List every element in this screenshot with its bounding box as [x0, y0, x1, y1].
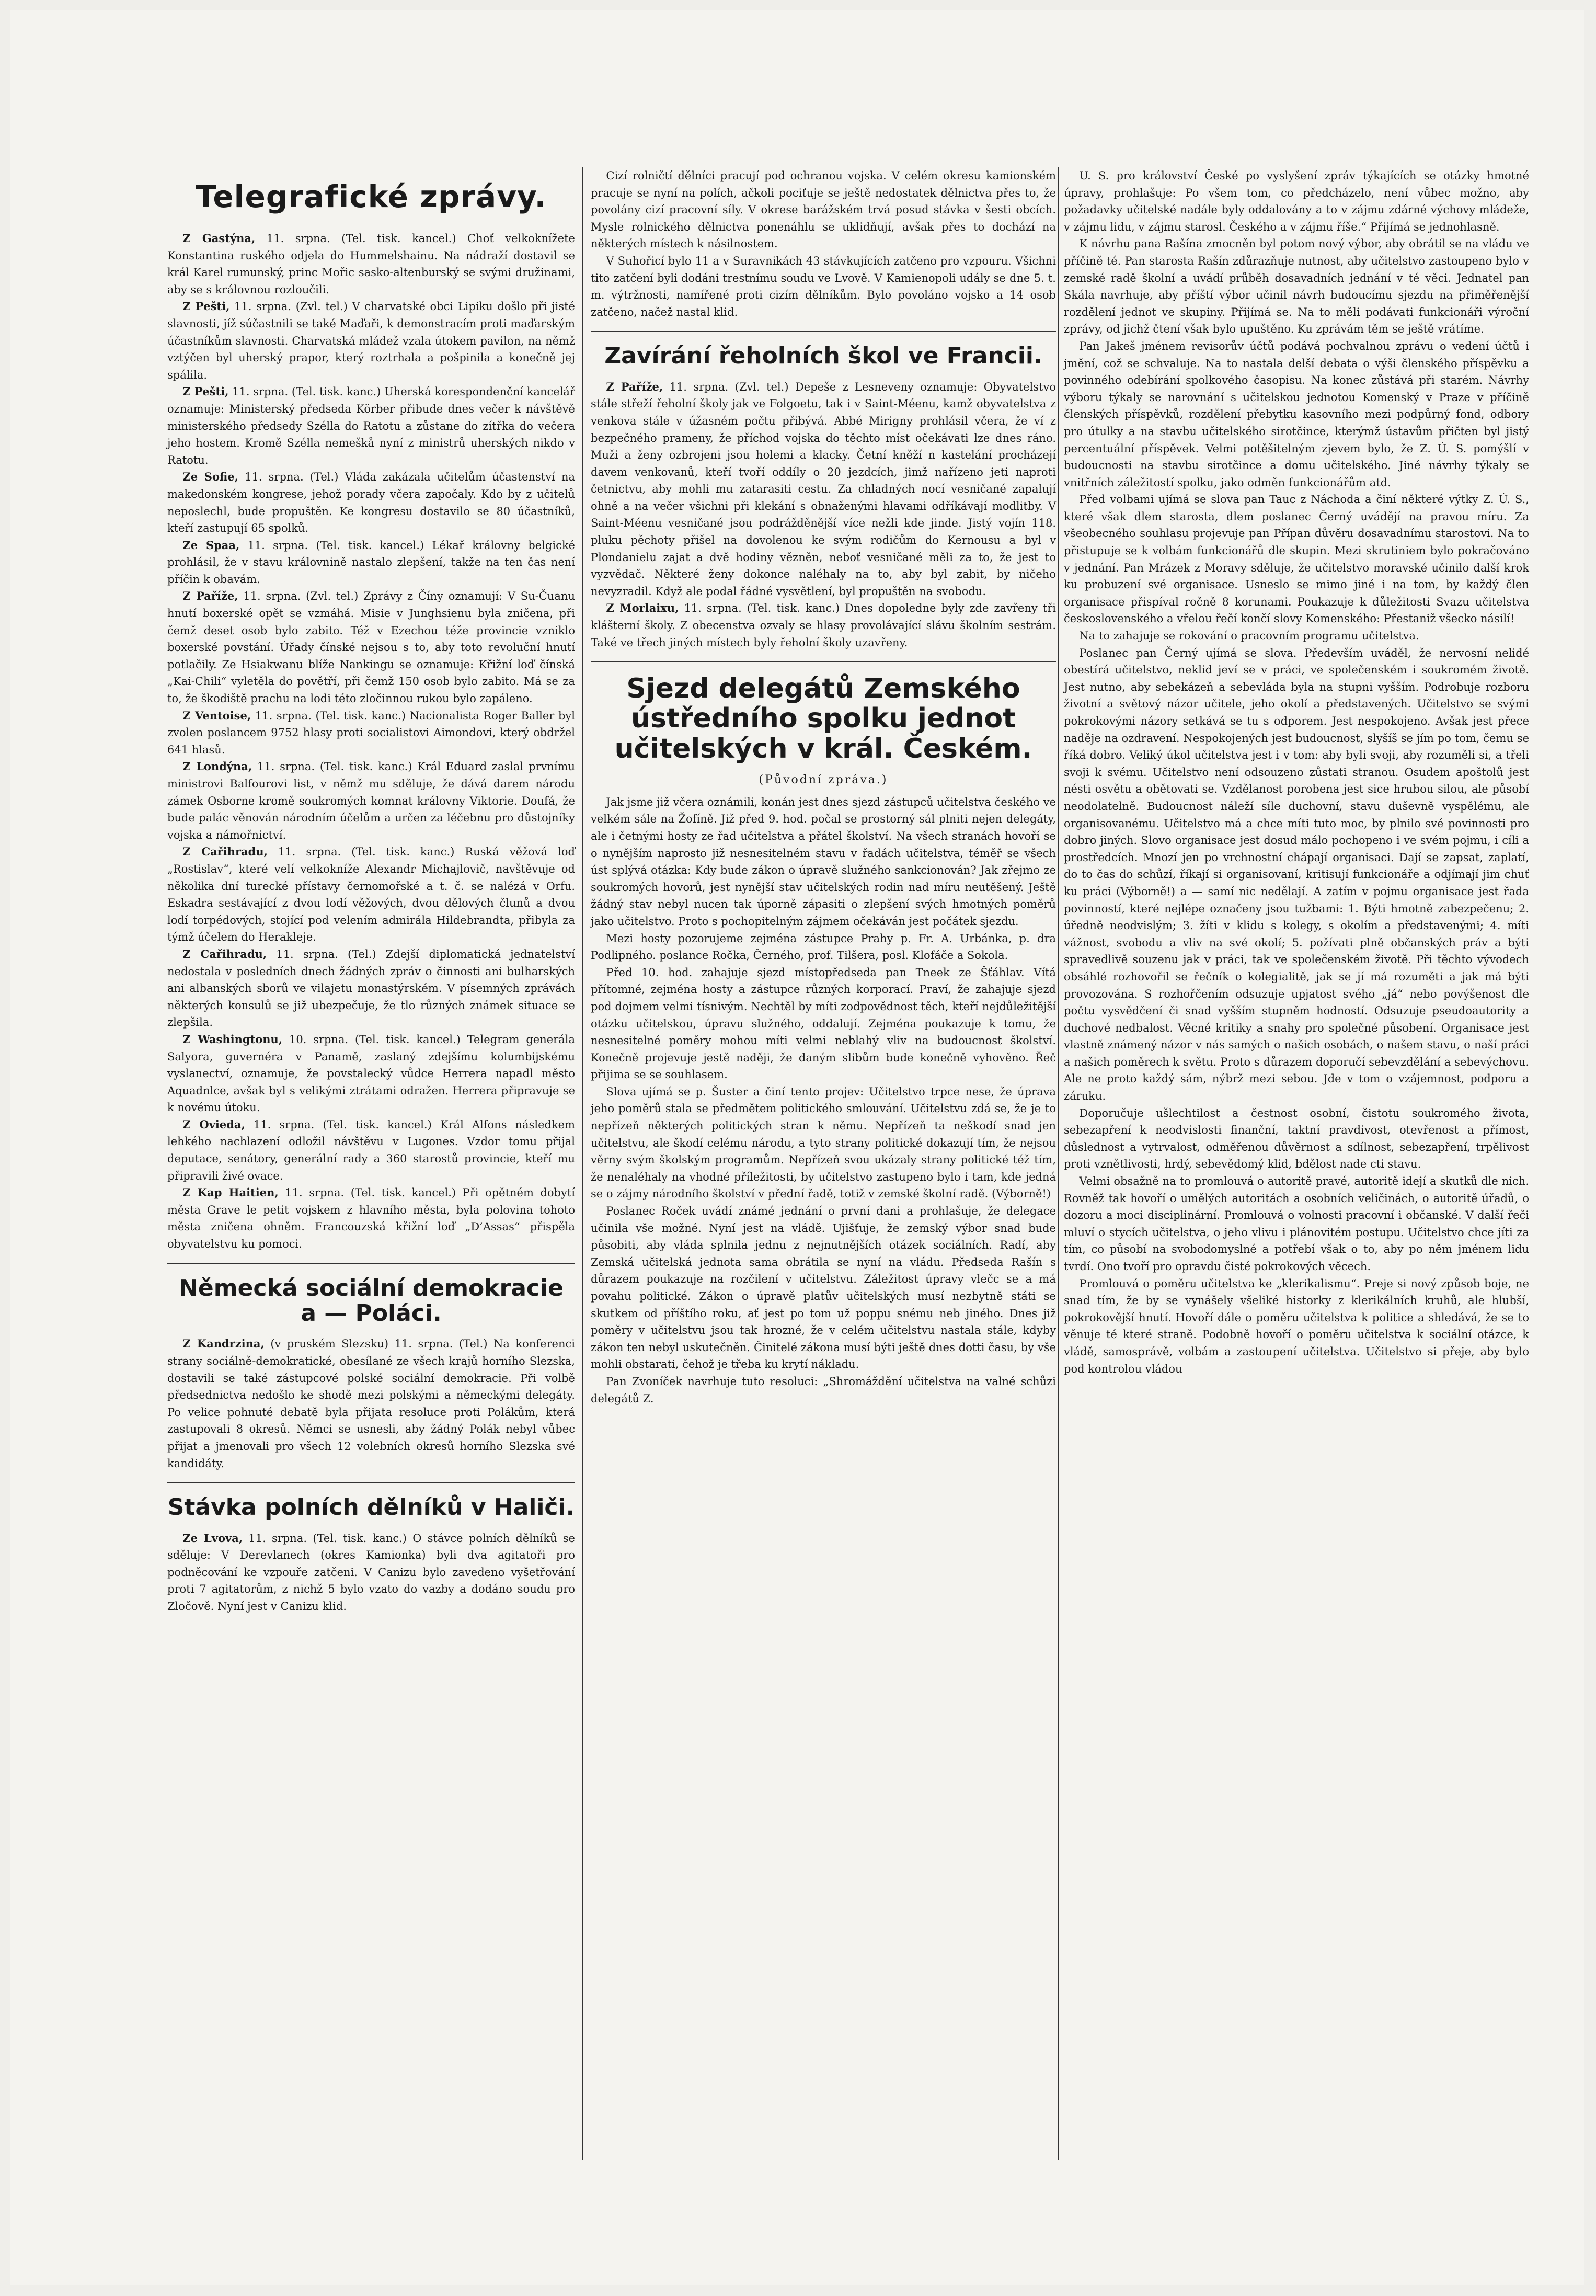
paragraph	[167, 1116, 575, 1184]
paragraph	[1064, 235, 1529, 338]
dateline: Ze Sofie,	[182, 470, 238, 484]
dateline: Z Paříže,	[182, 589, 238, 603]
article-heading: Stávka polních dělníků v Haliči.	[167, 1494, 575, 1521]
paragraph	[591, 167, 1056, 253]
paragraph	[591, 253, 1056, 321]
article-heading: Zavírání řeholních škol ve Francii.	[604, 342, 1042, 370]
paragraph	[167, 1530, 575, 1615]
article-body	[1064, 167, 1529, 1377]
paragraph-text: 11. srpna. (Tel. tisk. kanc.) Král Eduard zaslal prvnímu ministrovi Balfourovi list, v němž mu sděluje, že dává darem národu zámek Osborne kromě soukromých komnat královny Viktorie. Doufá, že bude palác věnován národním účelům a určen za léčebnu pro důstojníky vojska a námořnictví.	[167, 760, 575, 841]
paragraph-text: Poslanec Roček uvádí známé jednání o první dani a prohlašuje, že delegace učinila vše možné. Nyní jest na vládě. Ujišťuje, že zemský výbor snad bude působiti, aby vláda splnila jednu z nejnutnějších otázek sociálních. Radí, aby Zemská učitelská jednota sama obrátila se nyní na vládu. Předseda Rašín s důrazem poukazuje na rozčilení v učitelstvu. Záležitost úpravy vlečc se a má povahu politické. Zákon o úpravě platův učitelských musí nezbytně státi se skutkem od příštího roku, ať jest po tom už poppu snému neb jiného. Dnes již poměry v učitelstvu jsou tak hrozné, že v celém učitelstvu nastala stále, kdyby zákon ten nebyl uskutečněn. Činitelé zákona musí býti ještě dnes dotti času, by vše mohli obstarati, čehož je třeba ku krytí nákladu.	[591, 1205, 1056, 1371]
dateline: Z Ventoise,	[182, 709, 251, 722]
paragraph	[591, 930, 1056, 964]
paragraph	[167, 843, 575, 946]
paragraph-text: K návrhu pana Rašína zmocněn byl potom nový výbor, aby obrátil se na vládu ve příčině té. Pan starosta Rašín zdůrazňuje nutnost, aby učitelstvo zastoupeno bylo v zemské radě školní a uvádí průběh dosavadních jednání v té věci. Jednatel pan Skála navrhuje, aby příští výbor učinil návrh budoucímu sjezdu na přiměřenější rozdělení jednot ve skupiny. Přijímá se. Na to měli podávati funkcionáři výroční zprávy, od jichž čtení však bylo upuštěno. Ku zprávám těm se ještě vrátíme.	[1064, 237, 1529, 336]
paragraph	[167, 946, 575, 1031]
dateline: Z Pešti,	[182, 300, 230, 313]
separator	[591, 661, 1056, 662]
paragraph	[1064, 645, 1529, 1105]
paragraph-text: 11. srpna. (Tel. tisk. kanc.) Ruská věžová loď „Rostislav“, které velí velkokníže Alexandr Michajlovič, navštěvuje od několika dní turecké přístavy černomořské a t. č. se nalézá v Orfu. Eskadra sestávající z dvou lodí věžových, dvou dělových člunů a dvou lodí torpédových, stojící pod velením admirála Hildebrandta, přibyla za týmž účelem do Herakleje.	[167, 846, 575, 944]
paragraph	[167, 758, 575, 843]
paragraph-text: 11. srpna. (Tel.) Vláda zakázala učitelům účastenství na makedonském kongrese, jehož porady včera započaly. Kdo by z učitelů neposlechl, bude propuštěn. Ke kongresu dostavilo se 80 účastníků, kteří zastupují 65 spolků.	[167, 471, 575, 535]
dateline: Ze Spaa,	[182, 538, 240, 552]
paragraph-text: Slova ujímá se p. Šuster a činí tento projev: Učitelstvo trpce nese, že úprava jeho poměrů stala se předmětem politického smlouvání. Učitelstvu zdá se, že je to nepřízeň některých politických stran k němu. Nepřízeň ta neškodí snad jen učitelstvu, ale škodí celému národu, a tyto strany politické dokazují tím, že nejsou věrny svým školským programům. Nepřízeň svou ukázaly strany politické též tím, že nenaléhaly na vhodné příležitosti, by učitelstvo zastupeno bylo i tam, kde jedná se o zájmy národního školství v přední řadě, totiž v zemské školní radě. (Výborně!)	[591, 1085, 1056, 1201]
paragraph-text: V Suhořicí bylo 11 a v Suravnikách 43 stávkujících zatčeno pro vzpouru. Všichni tito zatčení byli dodáni trestnímu soudu ve Lvově. V Kamienopoli udály se dne 5. t. m. výtržnosti, namířené proti cizím dělníkům. Bylo povoláno vojsko a 14 osob zatčeno, načež nastal klid.	[591, 254, 1056, 318]
dateline: Z Ovieda,	[182, 1117, 245, 1131]
section-title: Telegrafické zprávy.	[196, 179, 547, 214]
paragraph	[1064, 1105, 1529, 1173]
dateline: Ze Lvova,	[182, 1531, 243, 1545]
dateline: Z Kap Haitien,	[182, 1186, 279, 1200]
newspaper-page	[10, 10, 1584, 2285]
article-body	[167, 1335, 575, 1472]
paragraph-text: U. S. pro království České po vyslyšení zpráv týkajících se otázky hmotné úpravy, prohlašuje: Po všem tom, co předcházelo, není vůbec možno, aby požadavky učitelské nadále byly oddalovány a to v zájmu zdárné výchovy mládeže, v zájmu lidu, v zájmu starosl. Českého a v zájmu říše.“ Přijímá se jednohlasně.	[1064, 169, 1529, 233]
paragraph-text: 11. srpna. (Zvl. tel.) Zprávy z Číny oznamují: V Su-Čuanu hnutí boxerské opět se vzmáhá. Misie v Junghsienu byla zničena, při čemž deset osob bylo zabito. Též v Ezechou téže provincie vzniklo boxerské povstání. Úřady čínské nejsou s to, aby toto revoluční hnutí potlačily. Ze Hsiakwanu blíže Nankingu se oznamuje: Křižní loď čínská „Kai-Chili“ vyletěla do povětří, při čemž 150 osob bylo zabito. Má se za to, že škodiště prachu na lodi této zločinnou rukou bylo zapáleno.	[167, 590, 575, 705]
paragraph-text: 10. srpna. (Tel. tisk. kancel.) Telegram generála Salyora, guvernéra v Panamě, zaslaný zdejšímu kolumbijskému vyslanectví, oznamuje, že povstalecký vůdce Herrera napadl město Aquadnlce, avšak byl s velikými ztrátami odražen. Herrera připravuje se k novému útoku.	[167, 1033, 575, 1114]
paragraph	[167, 298, 575, 383]
article-heading: Sjezd delegátů Zemského ústředního spolku jednot učitelských v král. Českém.	[614, 673, 1032, 764]
paragraph-text: Promlouvá o poměru učitelstva ke „klerikalismu“. Preje si nový způsob boje, ne snad tím, že by se vynášely všeliké historky z klerikálních kruhů, ale hlubší, pokrokovější hnutí. Hovoří dále o poměru učitelstva k politice a shledává, že se to věnuje té které straně. Podobně hovoří o poměru učitelstva k sociální otázce, k vládě, samosprávě, volbám a zastoupení učitelstva. Učitelstvo si přeje, aby bylo pod kontrolou vládou	[1064, 1277, 1529, 1375]
paragraph	[167, 383, 575, 469]
column-3	[1064, 167, 1529, 1377]
column-divider	[1058, 167, 1059, 2160]
paragraph-text: 11. srpna. (Tel. tisk. kancel.) Při opětném dobytí města Grave le petit vojskem z hlavního města, byla polovina tohoto města zničena ohněm. Francouzská křižní loď „D’Assas“ přispěla obyvatelstvu ku pomoci.	[167, 1186, 575, 1251]
paragraph	[591, 964, 1056, 1083]
column-2	[591, 167, 1056, 1407]
paragraph	[167, 588, 575, 707]
paragraph	[167, 1335, 575, 1472]
article-heading: Německá sociální demokracie a — Poláci.	[179, 1274, 564, 1327]
paragraph-text: Doporučuje ušlechtilost a čestnost osobní, čistotu soukromého života, sebezapření k neodvislosti finanční, taktní pravdivost, otevřenost a přímost, důslednost a vytrvalost, odměřenou důvěrnost a sdílnost, sebezapření, trpělivost proti vznětlivosti, hrdý, sebevědomý klid, bdělost nade cti stavu.	[1064, 1106, 1529, 1171]
paragraph-text: (v pruském Slezsku) 11. srpna. (Tel.) Na konferenci strany sociálně-demokratické, obesílané ze všech krajů horního Slezska, dostavili se také zástupcové polské sociální demokracie. Při volbě předsednictva nedošlo ke shodě mezi polskými a německými delegáty. Po velice pohnuté debatě byla přijata resoluce proti Polákům, která zastupovali 8 okresů. Němci se usnesli, aby žádný Polák nebyl vůbec přijat a jmenovali pro všech 12 volebních okresů horního Slezska své kandidáty.	[167, 1338, 575, 1470]
separator	[591, 331, 1056, 332]
dateline: Z Washingtonu,	[182, 1032, 283, 1046]
dateline: Z Paříže,	[606, 380, 663, 393]
article-body	[591, 167, 1056, 321]
paragraph	[591, 600, 1056, 651]
dateline: Z Morlaixu,	[606, 601, 679, 615]
paragraph	[591, 1083, 1056, 1203]
paragraph-text: Na to zahajuje se rokování o pracovním programu učitelstva.	[1079, 630, 1419, 643]
paragraph-text: 11. srpna. (Tel. tisk. kanc.) Nacionalista Roger Baller byl zvolen poslancem 9752 hlasy proti socialistovi Aimondovi, který obdržel 641 hlasů.	[167, 709, 575, 756]
article-body	[591, 379, 1056, 652]
paragraph-text: Poslanec pan Černý ujímá se slova. Především uváděl, že nervosní nelidé obestírá učitelstvo, neklid jeví se v práci, ve společenském i soukromém životě. Jest nutno, aby sebekázeň a sebevláda byla na stupni vyšším. Podrobuje rozboru životní a světový názor učitele, jeho okolí a představených. Učitelstvo se svými pokrokovými názory setkává se tu s odporem. Jest nespokojeno. Avšak jest přece naděje na ozdravení. Nespokojených jest budoucnost, slyšíš se jím po tom, čemu se říká dobro. Veliký úkol učitelstva jest i v tom: aby byli svoji, aby rozuměli si, a třeli svoji k svému. Učitelstvo není odsouzeno zůstati stranou. Osudem apoštolů jest nésti osvětu a obětovati se. Vzdělanost porobena jest sice hrubou silou, ale působí neodolatelně. Budoucnost náleží síle duchovní, stavu duševně vyspělému, ale organisovanému. Učitelstvo má a chce míti tuto moc, by plnilo své povinnosti pro dobro jiných. Slovo organisace jest dosud málo pochopeno i ve svém pojmu, i cíli a prostředcích. Mnozí jen po vrchnostní chápají organisaci. Dají se zapsat, zaplatí, do to čas do schůzí, říkají si organisovaní, kritisují funkcionáře a odjímají jim chuť ku práci (Výborně!) a — samí nic nedělají. A zatím v pojmu organisace jest řada povinností, které nejlépe označeny jsou tužbami: 1. Býti hmotně zabezpečenu; 2. úředně neodvislým; 3. žíti v klidu s kolegy, s okolím a představenými; 4. míti vážnost, svobodu a vliv na své okolí; 5. požívati plně občanských práv a býti spravedlivě souzenu jak v práci, tak ve společenském životě. Při těchto vývodech obsáhlé rozhovořil se řečník o kolegialitě, jak se jí má rozuměti a jak má býti provozována. S rozhořčením odsuzuje upjatost svého „já“ nebo povýšenost dle počtu vysvědčení či snad vyšším stupněm hodností. Odsuzuje pseudoautority a duchové nedbalost. Věcné kritiky a snahy pro společné působení. Organisace jest vlastně známený názor v nás samých o našich osobách, o našem stavu, o naší práci a našich poměrech k světu. Proto s důrazem doporučí sebevzdělání a sebevýchovu. Ale ne proto každý sám, nýbrž mezi sebou. Jde v tom o vzájemnost, podporu a záruku.	[1064, 646, 1529, 1103]
paragraph	[167, 1031, 575, 1116]
paragraph	[167, 707, 575, 759]
paragraph-text: Pan Zvoníček navrhuje tuto resoluci: „Shromáždění učitelstva na valné schůzi delegátů Z.	[591, 1375, 1056, 1405]
paragraph	[1064, 491, 1529, 627]
column-divider	[582, 167, 583, 2160]
paragraph-text: Cizí rolničtí dělníci pracují pod ochranou vojska. V celém okresu kamionském pracuje se nyní na polích, ačkoli pociťuje se ještě nedostatek dělnictva přes to, že povolány cizí pracovní síly. V okrese barážském trvá posud stávka v šesti obcích. Mysle rolnického dělnictva ponenáhlu se uklidňují, avšak přes to dochází na některých místech k násilnostem.	[591, 169, 1056, 250]
paragraph	[1064, 1173, 1529, 1275]
paragraph-text: 11. srpna. (Tel. tisk. kanc.) Dnes dopoledne byly zde zavřeny tři klášterní školy. Z obecenstva ozvaly se hlasy provolávající slávu školním sestrám. Také ve třech jiných místech byly řeholní školy uzavřeny.	[591, 602, 1056, 649]
article-body	[591, 794, 1056, 1407]
paragraph	[591, 1373, 1056, 1407]
column-1	[167, 167, 575, 1615]
dateline: Z Cařihradu,	[182, 845, 268, 859]
dateline: Z Kandrzina,	[182, 1337, 265, 1351]
paragraph-text: Před volbami ujímá se slova pan Tauc z Náchoda a činí některé výtky Z. Ú. S., které však dlem starosta, dlem poslanec Černý uvádějí na pravou míru. Za všeobecného souhlasu projevuje pan Přípan důvěru dosavadnímu starostovi. Na to přistupuje se k volbám funkcionářů dle skupin. Mezi skrutiniem bylo pokračováno v jednání. Pan Mrázek z Moravy sděluje, že učitelstvo moravské učinilo další krok ku probuzení své organisace. Usneslo se mimo jiné i na tom, by každý člen organisace přispíval ročně 8 korunami. Poukazuje k důležitosti Svazu učitelstva československého a vřelou řečí končí slovy Komenského: Přestaniž všecko násilí!	[1064, 493, 1529, 625]
paragraph-text: 11. srpna. (Tel. tisk. kancel.) Král Alfons následkem lehkého nachlazení odložil návštěvu v Lugones. Vzdor tomu přijal deputace, senátory, generální rady a 360 starostů provincie, kteří mu připravili živé ovace.	[167, 1118, 575, 1182]
paragraph	[1064, 338, 1529, 491]
paragraph-text: Jak jsme již včera oznámili, konán jest dnes sjezd zástupců učitelstva českého ve velkém sále na Žofíně. Již před 9. hod. počal se prostorný sál plniti nejen delegáty, ale i četnými hosty ze řad učitelstva a přátel školství. Na všech stranách hovoří se o nynějším naprosto již nesnesitelném stavu v řadách učitelstva, téměř se všech úst splývá otázka: Kdy bude zákon o úpravě služného sankcionován? Jak zřejmo ze soukromých hovorů, jest nynější stav učitelských rodin nad míru neutěšený. Ještě žádný stav nebyl nucen tak úporně zápasiti o zlepšení svých hmotných poměrů jako učitelstvo. Proto s pochopitelným zájmem očekáván jest počátek sjezdu.	[591, 795, 1056, 928]
paragraph	[591, 794, 1056, 930]
paragraph	[1064, 627, 1529, 645]
article-subheading: (Původní zpráva.)	[759, 773, 888, 786]
dateline: Z Gastýna,	[182, 232, 256, 245]
paragraph-text: Před 10. hod. zahajuje sjezd místopředseda pan Tneek ze Šťáhlav. Vítá přítomné, zejména hosty a zástupce různých korporací. Praví, že zahajuje sjezd pod dojmem velmi tísnivým. Nechtěl by míti zodpovědnost těch, kteří nejdůležitější otázku učitelskou, úpravu služného, oddalují. Zejména poukazuje k tomu, že nesnesitelné poměry mohou míti velmi neblahý vliv na budoucnost školství. Konečně projevuje jestě naději, že daným slibům bude konečně vyhověno. Řeč přijima se se souhlasem.	[591, 966, 1056, 1081]
article-body	[167, 1530, 575, 1615]
paragraph-text: 11. srpna. (Zvl. tel.) Depeše z Lesneveny oznamuje: Obyvatelstvo stále střeží řeholní školy jak ve Folgoetu, tak i v Saint-Méenu, kamž obyvatelstva z venkova stále v úžasném počtu přibývá. Abbé Mirigny prohlásil včera, že ví z bezpečného prameny, že příchod vojska do těchto míst očekávati lze dnes ráno. Muži a ženy ozbrojeni jsou holemi a klacky. Četní kněží n kastelání procházejí davem venkovanů, kteří tvoří oddíly o 20 jezdcích, jimž nařízeno jeti naproti četnictvu, aby mohli mu zatarasiti cestu. Za chladných nocí vesničané zapalují ohně a na večer všichni při klekání s obnaženými hlavami odříkávají modlitby. V Saint-Méenu vesničané jsou podrážděnější více nežli kde jinde. Jistý vojín 118. pluku pěchoty přišel na dovolenou ke svým rodičům do Kernousu a byl v Plondanielu zajat a dvě hodiny vězněn, neboť vesničané měli za to, že jest to vyzvědač. Některé ženy dokonce naléhaly na to, aby byl zabit, by ničeho nevyzradil. Když ale podal řádné vysvětlení, byl propuštěn na svobodu.	[591, 380, 1056, 598]
paragraph	[591, 1203, 1056, 1373]
paragraph-text: 11. srpna. (Tel. tisk. kanc.) Uherská korespondenční kancelář oznamuje: Ministerský předseda Körber přibude dnes večer k návštěvě ministerského předsedy Szélla do Ratotu a zůstane do zítřka do večera jeho hostem. Kromě Szélla nemeškå nyní z ministrů uherských nikdo v Ratotu.	[167, 385, 575, 466]
paragraph-text: Mezi hosty pozorujeme zejména zástupce Prahy p. Fr. A. Urbánka, p. dra Podlipného. poslance Ročka, Černého, prof. Tilšera, posl. Klofáče a Sokola.	[591, 932, 1056, 962]
paragraph	[167, 1184, 575, 1252]
paragraph-text: 11. srpna. (Tel. tisk. kancel.) Choť velkoknížete Konstantina ruského odjela do Hummelshainu. Na nádraží dostavil se král Karel rumunský, princ Mořic sasko-altenburský se svými družinami, aby se s královnou rozloučili.	[167, 232, 575, 296]
paragraph-text: 11. srpna. (Tel. tisk. kancel.) Lékař královny belgické prohlásil, že v stavu královnině nastalo zlepšení, takže na ten čas není příčin k obavám.	[167, 539, 575, 586]
dateline: Z Cařihradu,	[182, 947, 267, 961]
paragraph	[1064, 167, 1529, 235]
paragraph-text: Velmi obsažně na to promlouvá o autoritě pravé, autoritě idejí a skutků dle nich. Rovněž tak hovoří o umělých autoritách a osobních veličinách, o autoritě úřadů, o dozoru a moci disciplinární. Promlouvá o volnosti pracovní i občanské. V další řeči mluví o stycích učitelstva, o jeho vlivu i plánovitém postupu. Učitelstvo chce jíti za tím, co působí na svobodomyslné a potřebí však o to, aby po něm jménem lidu tvrdí. Ono tvoří pro opravdu čisté pokrokových věcech.	[1064, 1175, 1529, 1273]
paragraph-text: 11. srpna. (Tel. tisk. kanc.) O stávce polních dělníků se sděluje: V Derevlanech (okres Kamionka) byli dva agitatoři pro podněcování ke vzpouře zatčeni. V Canizu bylo zavedeno vyšetřování proti 7 agitatorům, z nichž 5 bylo vzato do vazby a dodáno soudu pro Zločově. Nyní jest v Canizu klid.	[167, 1532, 575, 1613]
paragraph	[167, 230, 575, 298]
paragraph-text: Pan Jakeš jménem revisorův účtů podává pochvalnou zprávu o vedení účtů i jmění, což se schvaluje. Na to nastala delší debata o výši členského příspěvku a povinného odebírání spolkového časopisu. Na konec zůstává při starém. Návrhy výboru týkaly se narovnání s učitelskou jednotou Komenský v Praze v příčině členských příspěvků, rozdělení přebytku kasovního mezi podpůrný fond, odbory pro útulky a na stavbu učitelského sirotčince, kterýmž ústavům přičten byl jistý percentuální příspěvek. Velmi potěšitelným zjevem bylo, že Z. Ú. S. pomýšlí v budoucnosti na stavbu sirotčince a domu učitelského. Jiné návrhy týkaly se vnitřních záležitostí spolku, jako odměn funkcionářům atd.	[1064, 339, 1529, 489]
paragraph-text: 11. srpna. (Tel.) Zdejší diplomatická jednatelství nedostala v posledních dnech žádných zpráv o činnosti ani bulharských ani albanských sborů ve vilajetu monastýrském. V písemných zprávách některých konsulů se již ubezpečuje, že tlo různých známek situace se zlepšila.	[167, 947, 575, 1029]
paragraph	[167, 469, 575, 536]
dateline: Z Londýna,	[182, 760, 252, 773]
separator	[167, 1263, 575, 1264]
paragraph-text: 11. srpna. (Zvl. tel.) V charvatské obci Lipiku došlo při jisté slavnosti, jíž súčastnili se také Maďaři, k demonstracím proti maďarským účastníkům slavnosti. Charvatská mládež vzala útokem pavilon, na němž vztýčen byl uherský prapor, který roztrhala a pošpinila a konečně jej spálila.	[167, 300, 575, 381]
separator	[167, 1482, 575, 1483]
paragraph	[591, 379, 1056, 600]
paragraph	[1064, 1275, 1529, 1378]
article-body	[167, 230, 575, 1253]
paragraph	[167, 537, 575, 588]
dateline: Z Pešti,	[182, 385, 229, 398]
